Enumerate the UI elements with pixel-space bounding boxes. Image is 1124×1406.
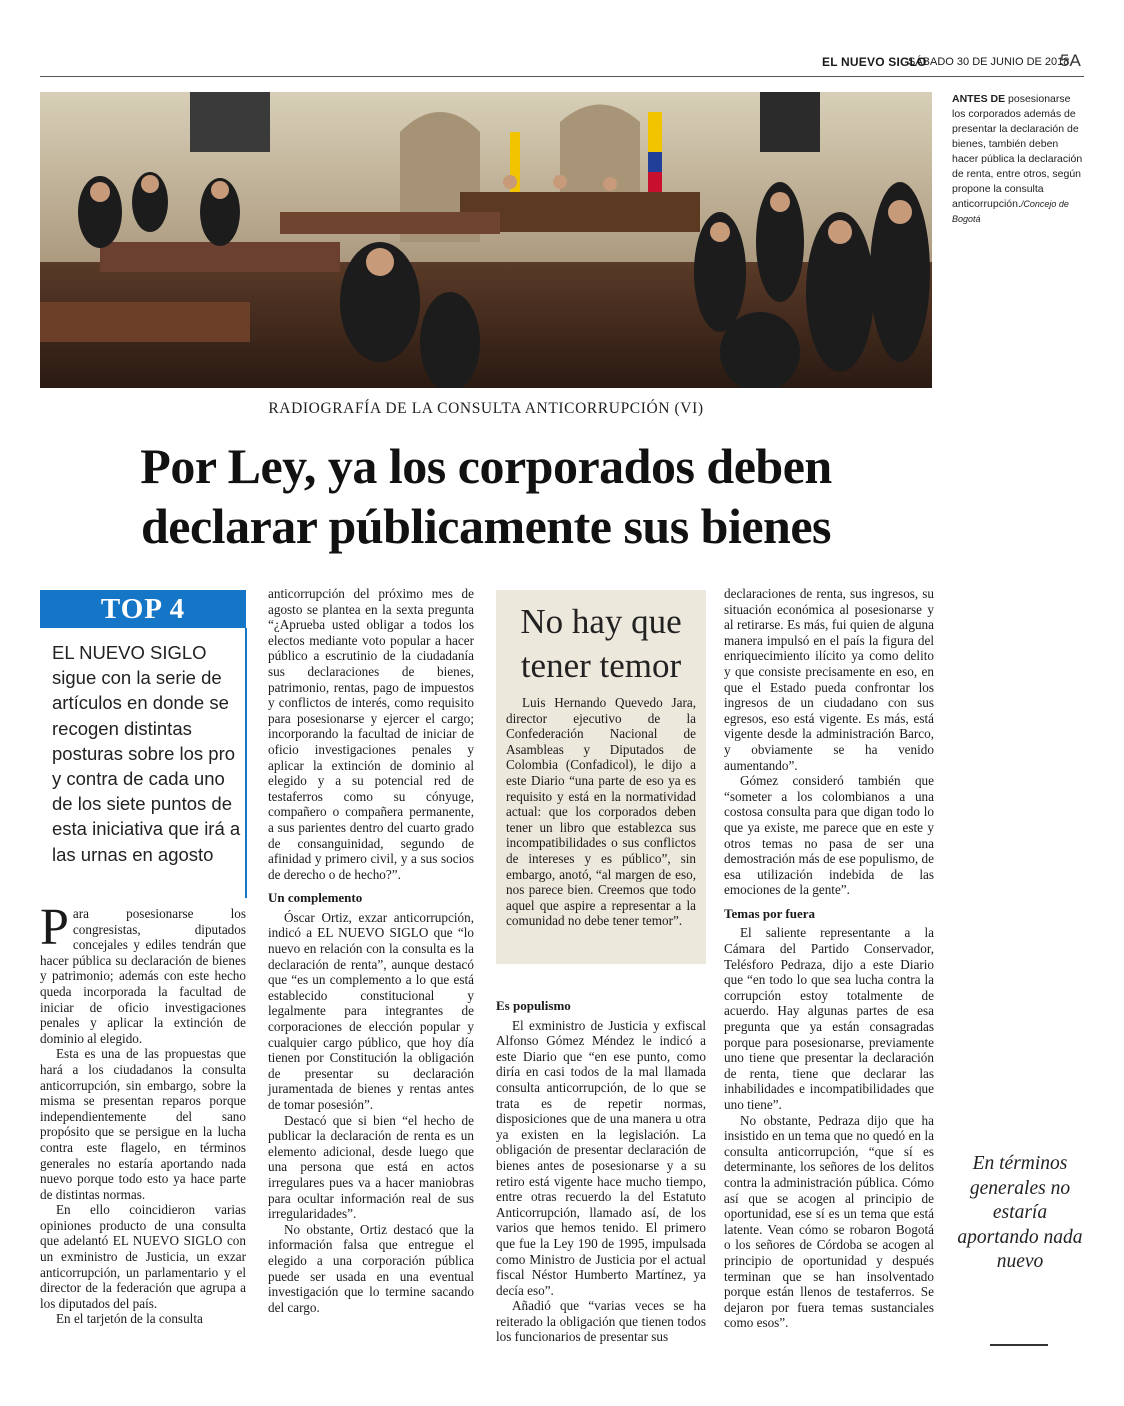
paragraph: declaraciones de renta, sus ingresos, su situación económica al posesionarse y al retirarse. Es más, fui quien de alguna manera impulsó en el país la figura del enriquecimiento ilícito ya como delito y que consiste precisamente en eso, en que el Estado pueda confrontar los ingresos de un ciudadano con sus egresos, eso está vigente. Es más, está vigente desde la administración Barco, y obviamente se ha venido aumentando”.	[724, 586, 934, 773]
article-column-1	[40, 899, 246, 1327]
photo-credit: /Concejo de Bogotá	[952, 199, 1069, 224]
council-session-photo	[40, 92, 932, 388]
section-kicker: RADIOGRAFÍA DE LA CONSULTA ANTICORRUPCIÓN (VI)	[268, 400, 704, 417]
headline-line-2: declarar públicamente sus bienes	[140, 498, 832, 554]
article-column-2	[268, 586, 474, 1315]
top4-badge: TOP 4	[40, 590, 246, 628]
paragraph: En ello coincidieron varias opiniones producto de una consulta que adelantó EL NUEVO SIGLO con un exministro de Justicia, un exzar anticorrupción, un parlamentario y el director de la federación que agrupa a los diputados del país.	[40, 1202, 246, 1311]
headline-line-1: Por Ley, ya los corporados deben	[140, 438, 832, 494]
pull-quote: En términos generales no estaría aportando nada nuevo	[957, 1153, 1083, 1273]
subheading: Es populismo	[496, 998, 571, 1013]
paragraph: Luis Hernando Quevedo Jara, director ejecutivo de la Confederación Nacional de Asambleas y Diputados de Colombia (Confadicol), le dijo a este Diario “una parte de eso ya es requisito y está en la normatividad actual: que los corporados deben tener un libro que establezca sus incompatibilidades o sus conflictos de intereses y es público”, sin embargo, anotó, “al margen de eso, nos parece bien. Creemos que todo aquel que aspire a representar a la comunidad no debe tener temor”.	[506, 695, 696, 929]
headline	[40, 436, 932, 556]
article-column-4	[724, 586, 934, 1331]
paragraph: Óscar Ortiz, exzar anticorrupción, indicó a EL NUEVO SIGLO que “lo nuevo en relación con la consulta es la declaración de renta”, aunque destacó que “es un complemento a lo que está establecido constitucional y legalmente para integrantes de corporaciones de elección popular y cualquier cargo público, que hoy día tienen por Constitución la obligación de presentar su declaración juramentada de bienes y rentas antes de tomar posesión”.	[268, 909, 474, 1112]
paragraph: Gómez consideró también que “someter a los colombianos a una costosa consulta para que digan todo lo que ya existe, me parece que en este y otros temas no pasa de ser una demostración más de ese populismo, de esa utilización indebida de las emociones de la gente”.	[724, 773, 934, 898]
article-column-3	[496, 990, 706, 1345]
sidebar-title: No hay que tener temor	[520, 602, 682, 685]
paragraph: El saliente representante a la Cámara del Partido Conservador, Telésforo Pedraza, dijo a este Diario que “en todo lo que sea lucha contra la corrupción estoy totalmente de acuerdo. Hay algunas partes de esa pregunta que ya están consagradas porque para posesionarse, previamente uno tiene que presentar la declaración de renta, tiene que declarar las inhabilidades e incompatibilidades que uno tiene”.	[724, 925, 934, 1112]
subheading: Un complemento	[268, 890, 363, 906]
header-rule	[40, 76, 1084, 77]
sidebar-text	[506, 695, 696, 929]
page-number: 5A	[1060, 51, 1081, 70]
paragraph: ara posesionarse los congresistas, diputados concejales y ediles tendrán que hacer pública su declaración de bienes y patrimonio; además con este hecho queda incorporada la facultad de iniciar de oficio investigaciones penales y aplicar la extinción de dominio al elegido.	[40, 906, 246, 1046]
newspaper-name: EL NUEVO SIGLO	[822, 55, 927, 69]
issue-date: SÁBADO 30 DE JUNIO DE 2018	[908, 56, 1070, 68]
top4-rule	[245, 628, 247, 898]
paragraph: Destacó que si bien “el hecho de publicar la declaración de renta es un elemento adicional, desde luego que una persona que está en actos irregulares pues va a hacer maniobras para ocultar información real de sus irregularidades”.	[268, 1112, 474, 1222]
paragraph: El exministro de Justicia y exfiscal Alfonso Gómez Méndez le indicó a este Diario que “en ese punto, como diría en casi todos de la mal llamada consulta anticorrupción, de lo que se trata es de repetir normas, disposiciones que de una manera u otra ya existen en la legislación. La obligación de presentar declaración de bienes antes de posesionarse y a su retiro está vigente hace mucho tiempo, entre otras recuerdo la del Estatuto Anticorrupción, llamado así, de los varios que hemos tenido. El primero que fue la Ley 190 de 1995, impulsada como Ministro de Justicia por el actual fiscal Néstor Humberto Martínez, ya decía eso”.	[496, 1017, 706, 1298]
caption-text: posesionarse los corporados además de presentar la declaración de bienes, también deben hacer pública la declaración de renta, entre otros, según propone la consulta anticorrupción.	[952, 93, 1083, 210]
paragraph: Añadió que “varias veces se ha reiterado la obligación que tienen todos los funcionarios de presentar sus	[496, 1298, 706, 1345]
paragraph: No obstante, Ortiz destacó que la información falsa que entregue el elegido a una corporación pública puede ser usada en una eventual investigación que lo termine sacando del cargo.	[268, 1221, 474, 1315]
caption-lead: ANTES DE	[952, 93, 1006, 105]
paragraph: No obstante, Pedraza dijo que ha insistido en un tema que no quedó en la consulta anticorrupción, “que sí es determinante, los señores de los delitos contra la administración pública. Cómo así que se acogen al principio de oportunidad, ese sí es un tema que está latente. Vean cómo se robaron Bogotá o los señores de Córdoba se acogen al principio de oportunidad y después terminan que se han insolventado porque están llenos de testaferros. Se dejaron por fuera temas sustanciales como esos”.	[724, 1112, 934, 1331]
drop-cap: P	[40, 899, 69, 956]
photo-caption	[952, 92, 1084, 227]
pull-quote-rule	[990, 1344, 1048, 1346]
paragraph: Esta es una de las propuestas que hará a los ciudadanos la consulta anticorrupción, sin embargo, sobre la misma se presentan reparos porque independientemente del sano propósito que se persigue en la lucha contra este flagelo, en términos generales no estaría aportando nada nuevo porque todo esto ya hace parte de distintas normas.	[40, 1046, 246, 1202]
paragraph: En el tarjetón de la consulta	[56, 1311, 203, 1327]
top4-summary: EL NUEVO SIGLO sigue con la serie de artículos en donde se recogen distintas posturas sobre los pro y contra de cada uno de los siete puntos de esta iniciativa que irá a las urnas en agosto	[52, 642, 241, 865]
paragraph: anticorrupción del próximo mes de agosto se plantea en la sexta pregunta “¿Aprueba usted obligar a todos los electos mediante voto popular a hacer público a escrutinio de la ciudadanía sus declaraciones de bienes, patrimonio, rentas, pago de impuestos y conflictos de interés, como requisito para posesionarse y ejercer el cargo; incorporando la facultad de iniciar de oficio investigaciones penales y aplicar la extinción de dominio al elegido y a su potencial red de testaferros como su cónyuge, compañero o compañera permanente, a sus parientes dentro del cuarto grado de consanguinidad, segundo de afinidad y primero civil, y a sus socios de derecho o de hecho?”.	[268, 586, 474, 882]
subheading: Temas por fuera	[724, 905, 815, 921]
